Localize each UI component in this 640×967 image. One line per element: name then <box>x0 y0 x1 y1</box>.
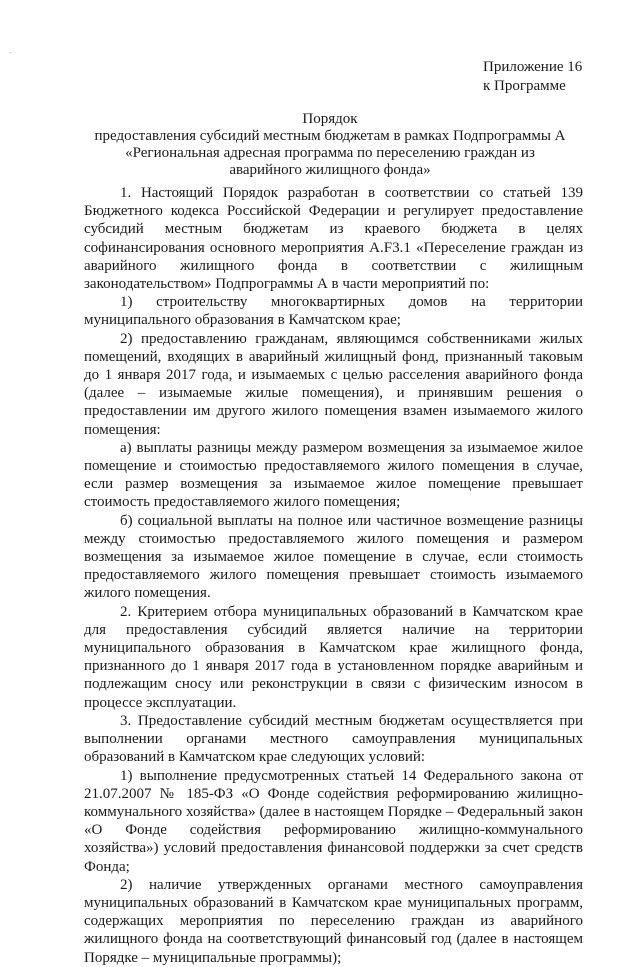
scan-mark: · <box>9 49 12 57</box>
paragraph-1-item-2b: б) социальной выплаты на полное или частичное возмещение разницы между стоимостью предоставляемого жилого помещения и размером возмещения за изымаемое жилое помещение в случае, если стоимость предоставляемого жилого помещения превышает стоимость изымаемого жилого помещения. <box>84 512 583 602</box>
paragraph-1-item-2a: а) выплаты разницы между размером возмещения за изымаемое жилое помещение и стоимостью предоставляемого жилого помещения в случае, если размер возмещения за изымаемое жилое помещение превышает стоимость предоставляемого жилого помещения; <box>84 439 583 511</box>
paragraph-2: 2. Критерием отбора муниципальных образований в Камчатском крае для предоставления субсидий является наличие на территории муниципального образования в Камчатском крае жилищного фонда, признанного до 1 января 2017 года в установленном порядке аварийным и подлежащим сносу или реконструкции в связи с физическим износом в процессе эксплуатации. <box>84 603 583 711</box>
document-body <box>84 184 583 967</box>
paragraph-1-item-2: 2) предоставлению гражданам, являющимся собственниками жилых помещений, входящих в аварийный жилищный фонд, признанный таковым до 1 января 2017 года, и изымаемых с целью расселения аварийного фонда (далее – изымаемые жилые помещения), и принявшим решения о предоставлении им другого жилого помещения взамен изымаемого жилого помещения: <box>84 330 583 438</box>
title-line-3: аварийного жилищного фонда» <box>229 162 431 178</box>
paragraph-1-item-1: 1) строительству многоквартирных домов на территории муниципального образования в Камчатском крае; <box>84 294 583 329</box>
paragraph-3-item-2: 2) наличие утвержденных органами местного самоуправления муниципальных образований в Камчатском крае муниципальных программ, содержащих мероприятия по переселению граждан из аварийного жилищного фонда на соответствующий финансовый год (далее в настоящем Порядке – муниципальные программы); <box>84 876 583 966</box>
paragraph-3: 3. Предоставление субсидий местным бюджетам осуществляется при выполнении органами местного самоуправления муниципальных образований в Камчатском крае следующих условий: <box>84 712 583 766</box>
title-heading: Порядок <box>302 111 358 127</box>
appendix-header <box>483 58 582 96</box>
document-title <box>70 111 590 179</box>
paragraph-3-item-1: 1) выполнение предусмотренных статьей 14 Федерального закона от 21.07.2007 № 185-ФЗ «О Фонде содействия реформированию жилищно-коммунального хозяйства» (далее в настоящем Порядке – Федеральный закон «О Фонде содействия реформированию жилищно-коммунального хозяйства») условий предоставления финансовой поддержки за счет средств Фонда; <box>84 767 583 875</box>
appendix-number: Приложение 16 <box>483 59 583 75</box>
appendix-program: к Программе <box>483 78 566 94</box>
title-line-1: предоставления субсидий местным бюджетам в рамках Подпрограммы А <box>94 128 566 144</box>
paragraph-1: 1. Настоящий Порядок разработан в соответствии со статьей 139 Бюджетного кодекса Российской Федерации и регулирует предоставление субсидий местным бюджетам из краевого бюджета в целях софинансирования основного мероприятия А.F3.1 «Переселение граждан из аварийного жилищного фонда в соответствии с жилищным законодательством» Подпрограммы А в части мероприятий по: <box>84 185 583 293</box>
title-line-2: «Региональная адресная программа по переселению граждан из <box>125 145 535 161</box>
